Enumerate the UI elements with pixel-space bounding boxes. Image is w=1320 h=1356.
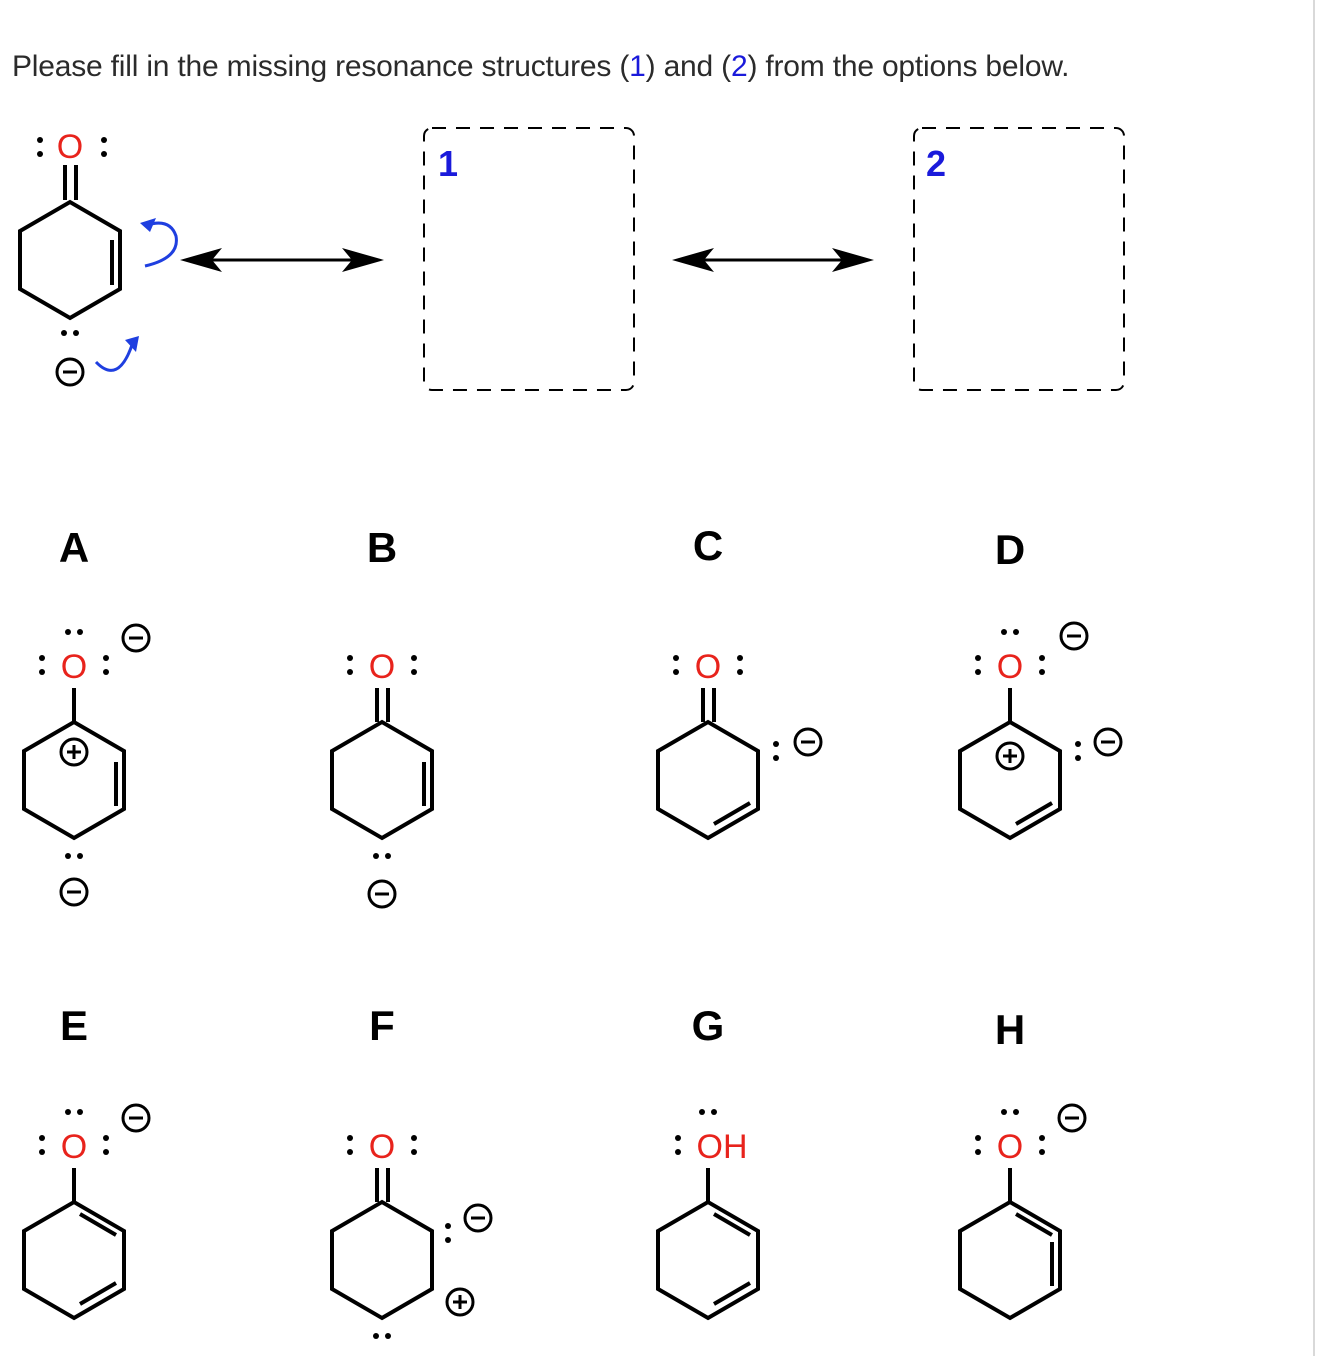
option-g-label: G <box>691 1002 725 1049</box>
option-h-structure[interactable] <box>960 1105 1085 1318</box>
box-ref-1: 1 <box>629 50 646 83</box>
option-e-structure[interactable] <box>24 1105 149 1318</box>
option-c-label: C <box>692 522 724 569</box>
option-e-label: E <box>59 1002 89 1049</box>
option-f-label: F <box>369 1002 395 1049</box>
answer-box-2-label: 2 <box>926 143 947 184</box>
option-h-label: H <box>994 1006 1026 1053</box>
option-c-structure[interactable] <box>658 648 821 838</box>
option-f-structure[interactable] <box>332 1128 491 1339</box>
carbonyl-oxygen: O <box>56 128 84 166</box>
svg-text:O: O <box>996 1128 1024 1166</box>
option-b-label: B <box>366 524 398 571</box>
svg-text:O: O <box>60 1128 88 1166</box>
answer-box-1[interactable] <box>424 128 634 390</box>
resonance-arrow-1-icon <box>180 248 384 272</box>
option-b-structure[interactable] <box>332 648 432 907</box>
answer-box-2[interactable] <box>914 128 1124 390</box>
box-ref-2: 2 <box>730 50 748 83</box>
svg-text:O: O <box>368 1128 396 1166</box>
resonance-arrow-2-icon <box>672 248 874 272</box>
option-d-label: D <box>994 526 1026 573</box>
question-text: Please fill in the missing resonance structures (1) and (2) from the options below. <box>12 50 1070 83</box>
option-d-structure[interactable] <box>960 623 1121 838</box>
negative-charge-icon <box>57 359 83 385</box>
svg-text:O: O <box>60 648 88 686</box>
svg-text:O: O <box>694 648 722 686</box>
option-a-label: A <box>58 524 90 571</box>
option-g-structure[interactable] <box>658 1109 758 1318</box>
option-a-structure[interactable] <box>24 625 149 905</box>
hydroxyl-group: OH <box>696 1128 748 1166</box>
svg-text:O: O <box>368 648 396 686</box>
starting-structure <box>20 128 176 385</box>
svg-text:O: O <box>996 648 1024 686</box>
answer-box-1-label: 1 <box>438 143 459 184</box>
